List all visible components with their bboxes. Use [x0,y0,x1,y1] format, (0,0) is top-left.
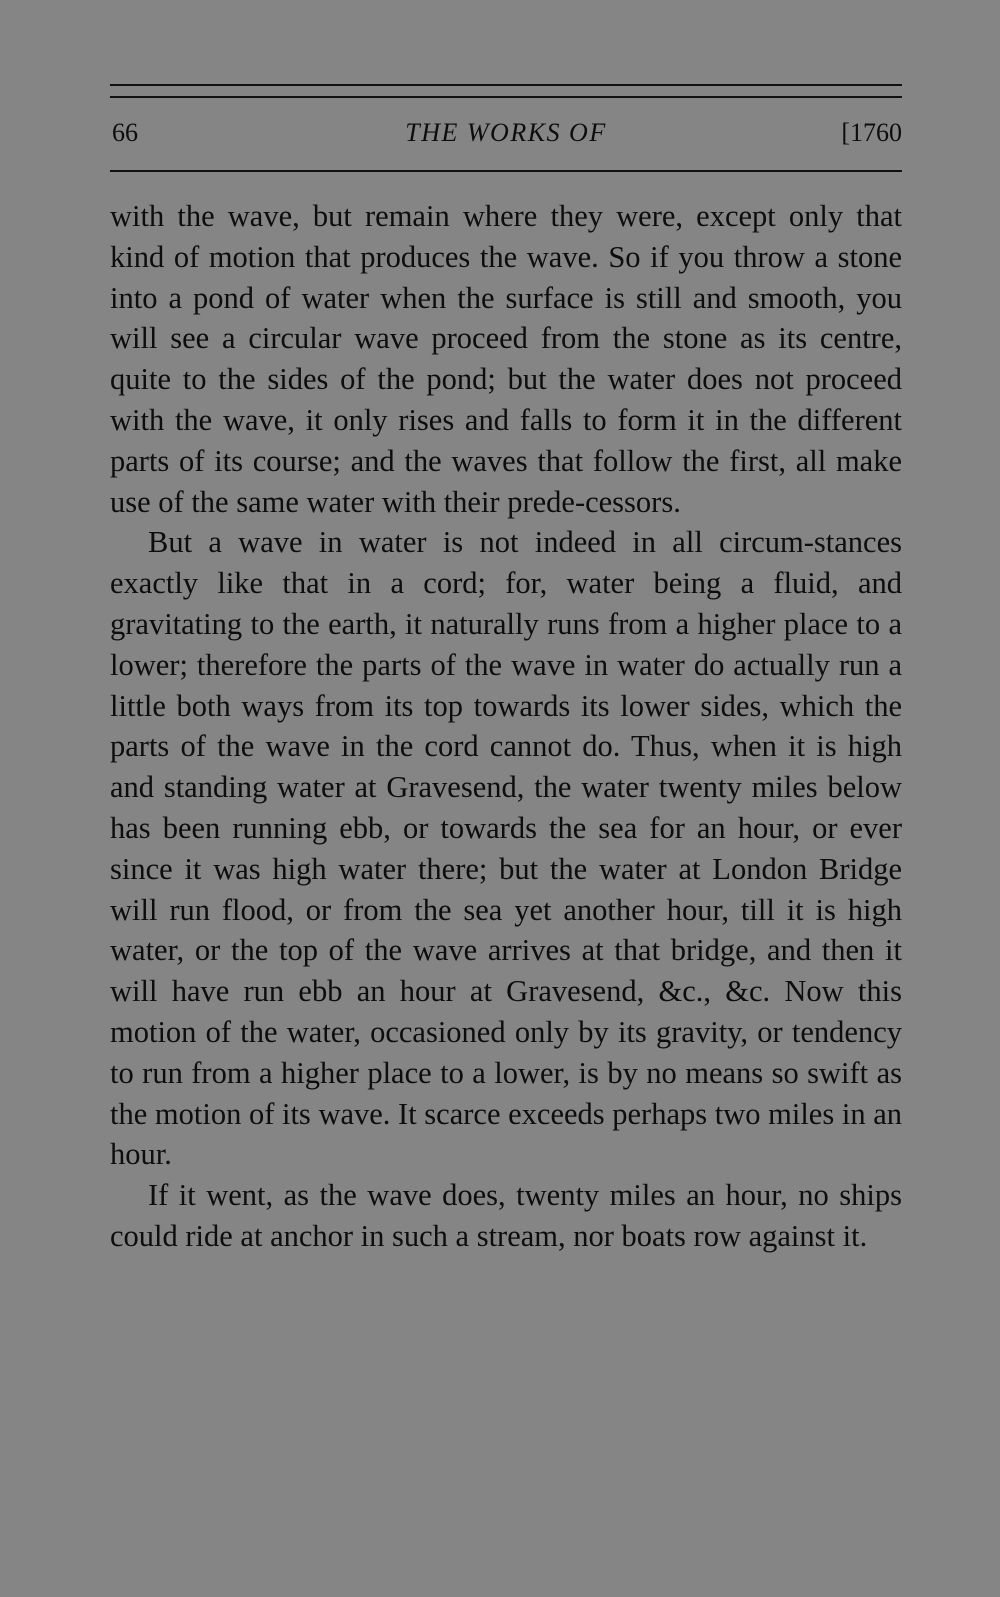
running-title: THE WORKS OF [405,118,607,147]
body-text [110,196,902,1257]
running-head [110,118,902,158]
header-rule [110,170,902,172]
paragraph-ships-at-anchor: If it went, as the wave does, twenty miles an hour, no ships could ride at anchor in such a stream, nor boats row against it. [110,1178,902,1253]
top-rule [110,84,902,86]
top-rule-inner [110,96,902,98]
paragraph-wave-in-water: But a wave in water is not indeed in all circum-stances exactly like that in a cord; for, water being a fluid, and gravitating to the earth, it naturally runs from a higher place to a lower; therefore the parts of the wave in water do actually run a little both ways from its top towards its lower sides, which the parts of the wave in the cord cannot do. Thus, when it is high and standing water at Gravesend, the water twenty miles below has been running ebb, or towards the sea for an hour, or ever since it was high water there; but the water at London Bridge will run flood, or from the sea yet another hour, till it is high water, or the top of the wave arrives at that bridge, and then it will have run ebb an hour at Gravesend, &c., &c. Now this motion of the water, occasioned only by its gravity, or tendency to run from a higher place to a lower, is by no means so swift as the motion of its wave. It scarce exceeds perhaps two miles in an hour. [110,525,902,1172]
paragraph-continuation: with the wave, but remain where they were, except only that kind of motion that produces the wave. So if you throw a stone into a pond of water when the surface is still and smooth, you will see a circular wave proceed from the stone as its centre, quite to the sides of the pond; but the water does not proceed with the wave, it only rises and falls to form it in the different parts of its course; and the waves that follow the first, all make use of the same water with their prede-cessors. [110,199,902,519]
running-year: [1760 [841,118,902,147]
page-number: 66 [112,118,138,147]
book-page [110,0,902,1597]
